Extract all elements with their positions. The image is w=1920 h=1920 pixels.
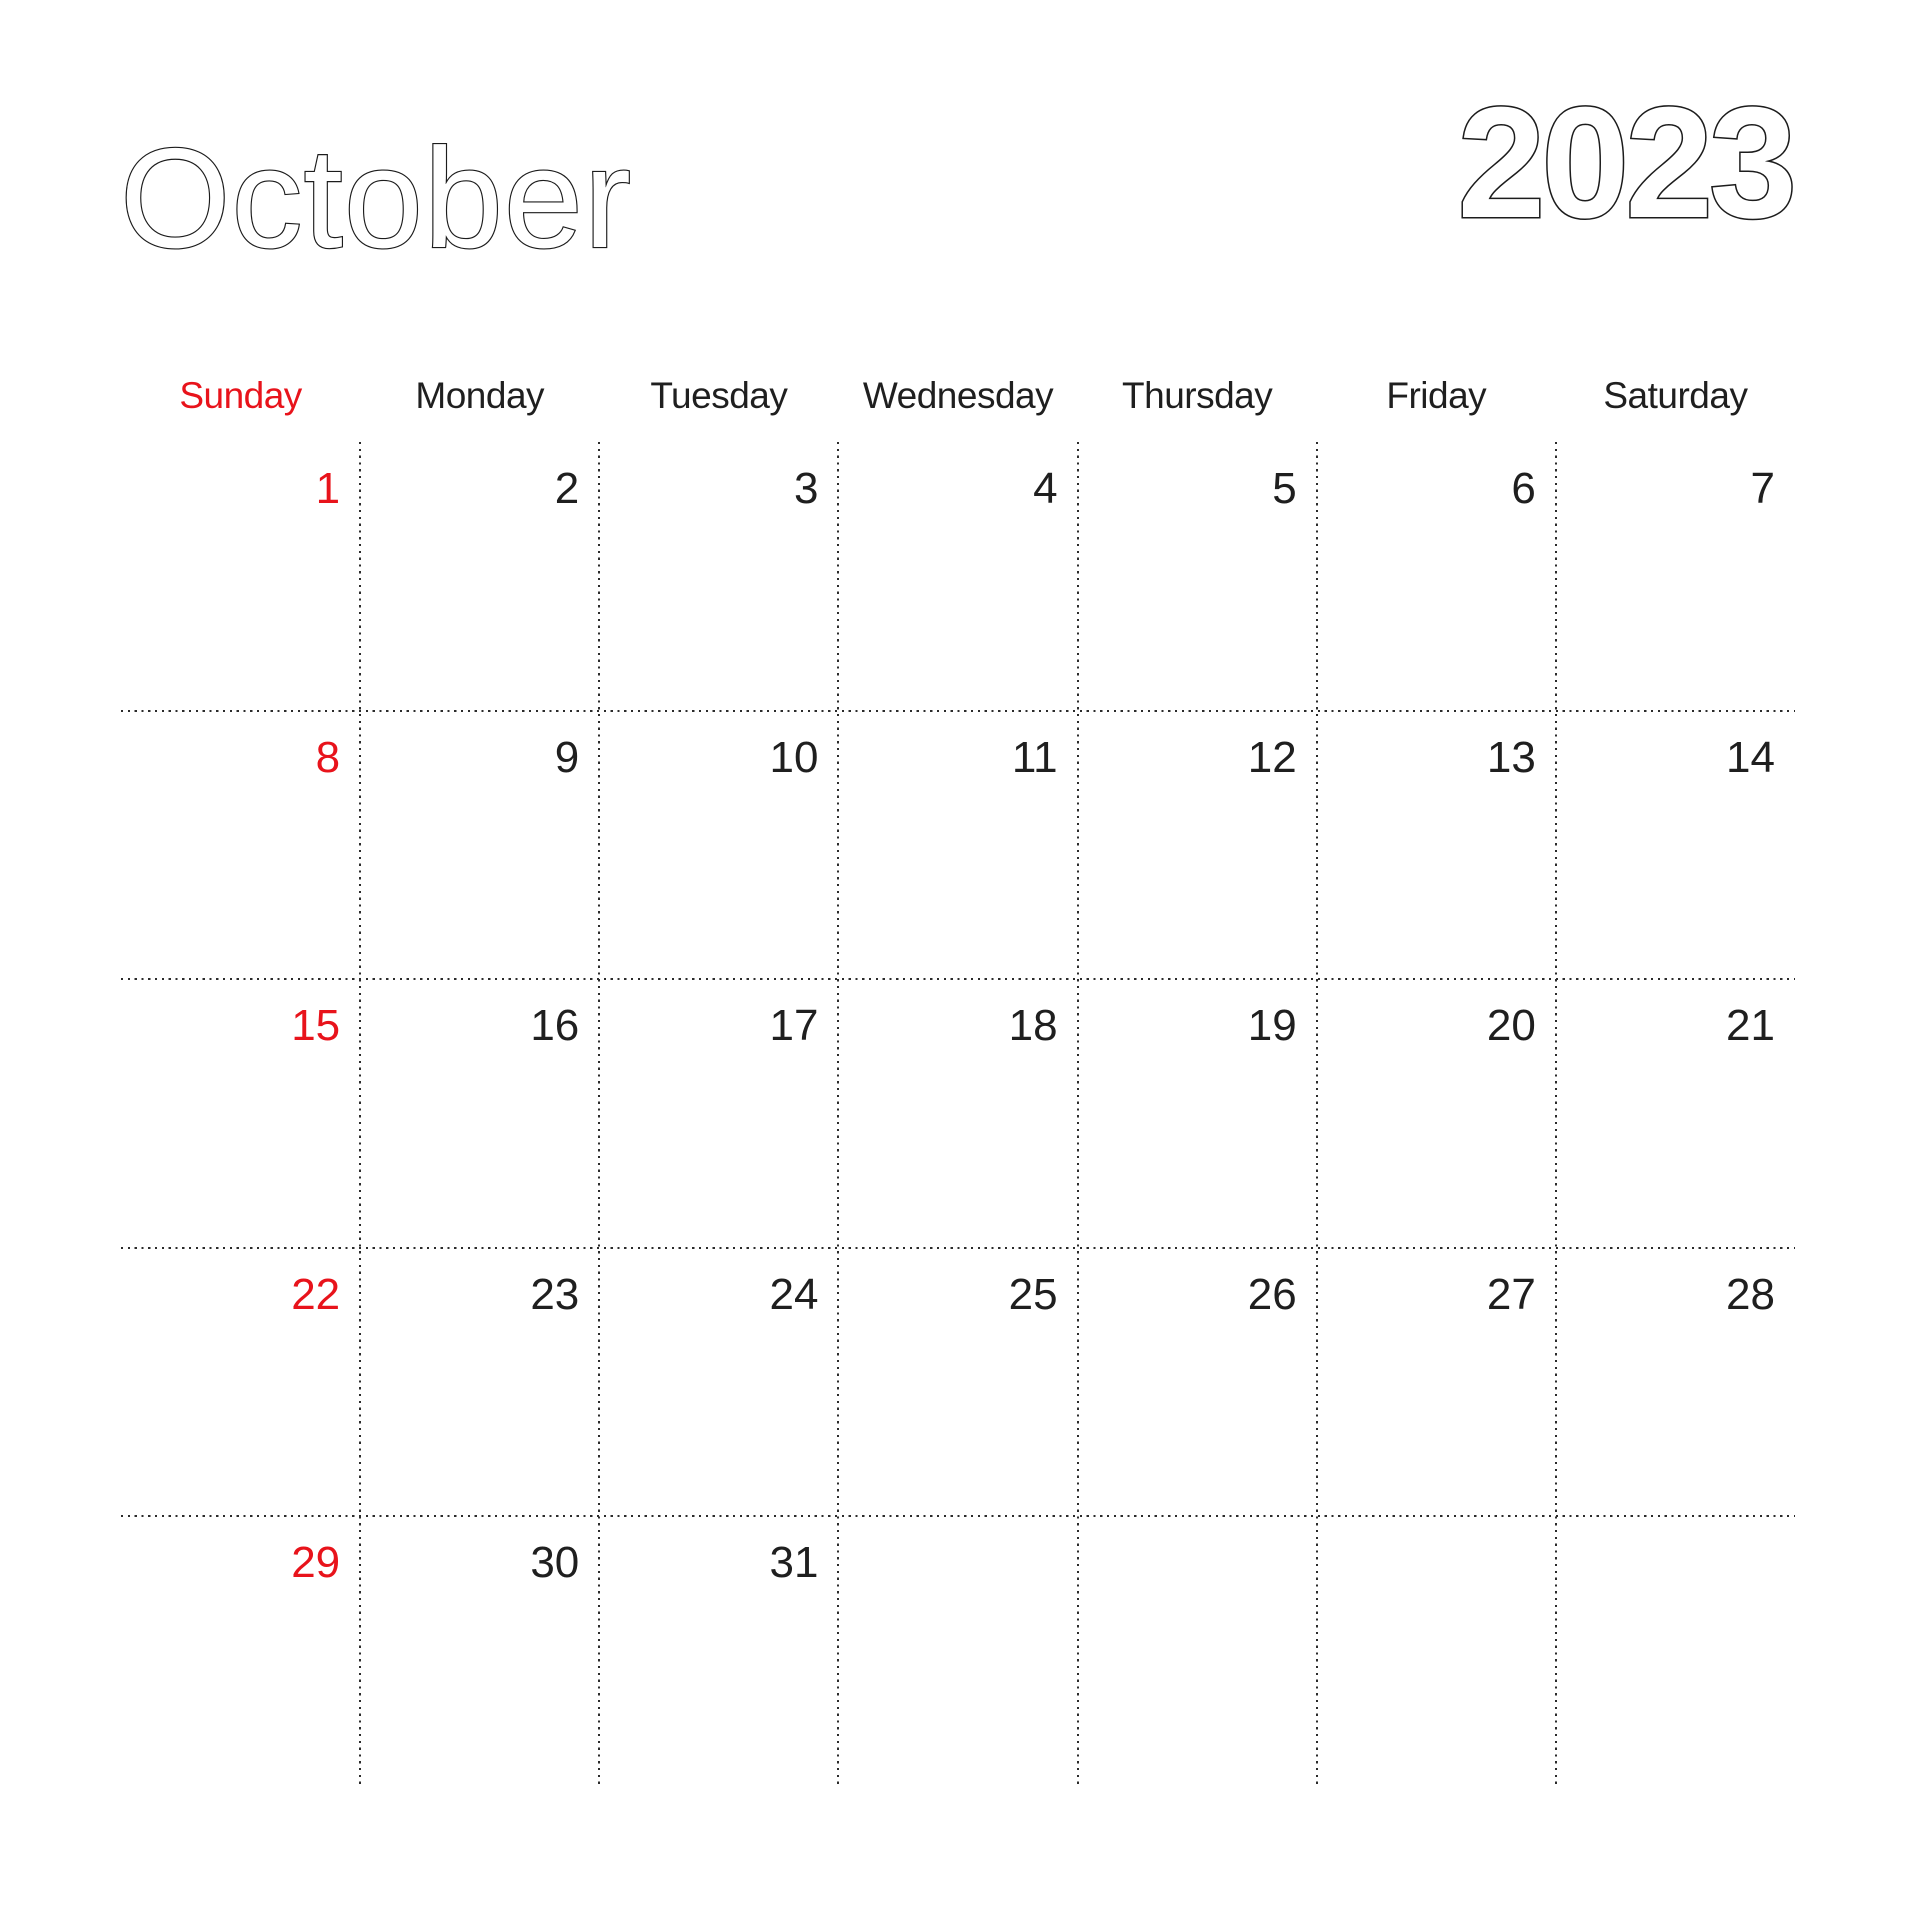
day-number: 11 [1011,732,1058,782]
day-number: 10 [769,732,819,782]
day-number: 4 [1033,464,1058,513]
day-number: 28 [1726,1269,1775,1319]
day-cell [121,1516,360,1785]
day-cell [360,442,599,711]
day-cell [360,1248,599,1517]
day-number: 2 [554,464,580,513]
day-cell [599,1248,838,1517]
day-cell [599,979,838,1248]
day-cell [838,711,1077,980]
weekday-header-saturday: Saturday [1603,375,1748,416]
day-number: 6 [1511,464,1536,513]
day-number: 14 [1726,732,1775,782]
day-number: 13 [1486,732,1536,782]
day-number: 30 [530,1538,580,1588]
day-cell [599,442,838,711]
grid-line-vertical [1316,442,1318,1785]
weekday-header-tuesday: Tuesday [650,375,788,416]
day-number: 19 [1247,1001,1297,1051]
day-number: 24 [769,1269,819,1319]
day-cell [121,442,360,711]
day-cell [1556,1516,1795,1785]
day-cell [1078,442,1317,711]
day-cell [599,711,838,980]
day-number: 3 [793,464,819,513]
day-number: 16 [530,1001,580,1051]
month-title: October [120,119,633,278]
weekday-header-sunday: Sunday [179,375,302,416]
day-cell [838,979,1077,1248]
day-number: 22 [291,1269,341,1319]
day-cell [121,711,360,980]
day-cell [360,979,599,1248]
day-cell [838,1516,1077,1785]
grid-line-horizontal [121,1247,1795,1249]
day-cell [121,979,360,1248]
day-cell [1556,442,1795,711]
day-cell [1078,1248,1317,1517]
weekday-header-friday: Friday [1386,375,1487,416]
grid-line-vertical [1077,442,1079,1785]
day-number: 23 [530,1269,580,1319]
day-number: 7 [1750,464,1775,513]
grid-line-vertical [837,442,839,1785]
day-number: 9 [554,732,580,782]
day-cell [599,1516,838,1785]
weekday-header-wednesday: Wednesday [862,375,1054,416]
grid-line-horizontal [121,1515,1795,1517]
day-cell [121,1248,360,1517]
day-cell [1078,1516,1317,1785]
weekday-header-thursday: Thursday [1122,375,1273,416]
grid-line-horizontal [121,710,1795,712]
year-title: 2023 [1457,75,1793,251]
grid-line-vertical [1555,442,1557,1785]
day-cell [1556,711,1795,980]
day-cell [1317,1248,1556,1517]
day-cell [838,1248,1077,1517]
weekday-header-row [121,372,1795,420]
day-number: 31 [769,1538,819,1588]
day-cell [360,711,599,980]
grid-line-vertical [359,442,361,1785]
day-cell [1078,979,1317,1248]
day-number: 18 [1008,1001,1058,1051]
day-number: 15 [291,1001,341,1051]
grid-line-horizontal [121,978,1795,980]
day-cell [1078,711,1317,980]
day-cell [1556,1248,1795,1517]
day-cell [1317,442,1556,711]
day-cell [1317,979,1556,1248]
calendar-grid [121,442,1795,1785]
day-cell [1317,1516,1556,1785]
day-cell [1317,711,1556,980]
day-number: 29 [291,1538,341,1588]
day-number: 20 [1486,1001,1536,1051]
day-number: 25 [1008,1269,1058,1319]
day-cell [1556,979,1795,1248]
day-number: 26 [1247,1269,1297,1319]
day-cell [838,442,1077,711]
day-number: 21 [1726,1001,1775,1051]
day-number: 5 [1272,464,1297,513]
day-number: 12 [1247,732,1297,782]
day-number: 1 [315,464,341,513]
day-number: 27 [1486,1269,1536,1319]
day-number: 8 [315,732,341,782]
weekday-header-monday: Monday [415,375,545,416]
day-number: 17 [769,1001,819,1051]
day-cell [360,1516,599,1785]
grid-line-vertical [598,442,600,1785]
